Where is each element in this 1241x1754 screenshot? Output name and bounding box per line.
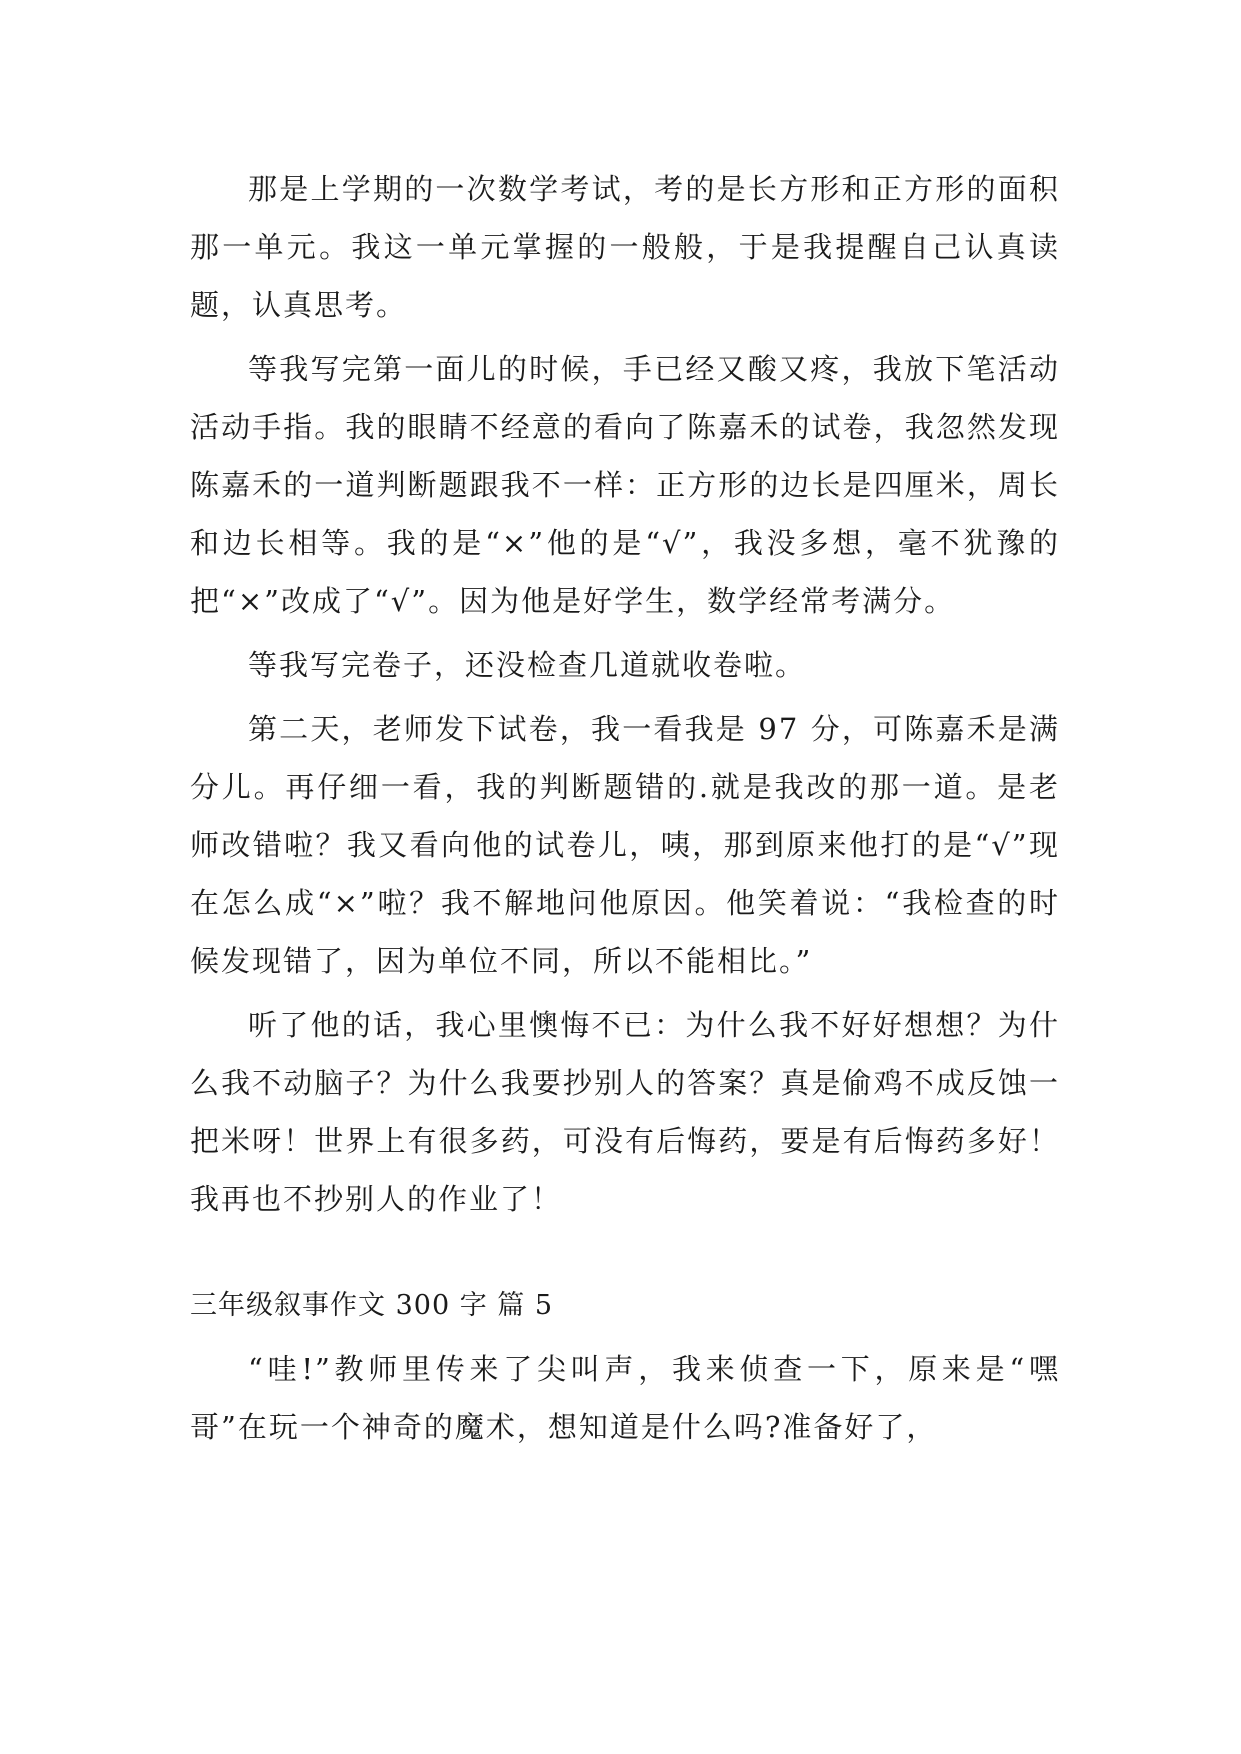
paragraph-6: “哇!”教师里传来了尖叫声，我来侦查一下，原来是“嘿哥”在玩一个神奇的魔术，想知道是什么吗?准备好了， [190,1352,1060,1444]
essay-heading: 三年级叙事作文 300 字 篇 5 [190,1290,554,1321]
paragraph-2: 等我写完第一面儿的时候，手已经又酸又疼，我放下笔活动活动手指。我的眼睛不经意的看向了陈嘉禾的试卷，我忽然发现陈嘉禾的一道判断题跟我不一样：正方形的边长是四厘米，周长和边长相等。我的是“×”他的是“√”，我没多想，毫不犹豫的把“×”改成了“√”。因为他是好学生，数学经常考满分。 [190,352,1060,618]
paragraph-1: 那是上学期的一次数学考试，考的是长方形和正方形的面积那一单元。我这一单元掌握的一般般，于是我提醒自己认真读题，认真思考。 [190,172,1060,322]
document-body [190,160,1060,1462]
paragraph-3: 等我写完卷子，还没检查几道就收卷啦。 [248,648,807,682]
paragraph-5: 听了他的话，我心里懊悔不已：为什么我不好好想想？为什么我不动脑子？为什么我要抄别人的答案？真是偷鸡不成反蚀一把米呀！世界上有很多药，可没有后悔药，要是有后悔药多好！我再也不抄别人的作业了！ [190,1008,1060,1216]
paragraph-4: 第二天，老师发下试卷，我一看我是 97 分，可陈嘉禾是满分儿。再仔细一看，我的判断题错的.就是我改的那一道。是老师改错啦？我又看向他的试卷儿，咦，那到原来他打的是“√”现在怎么成“×”啦？我不解地问他原因。他笑着说：“我检查的时候发现错了，因为单位不同，所以不能相比。” [190,712,1060,978]
